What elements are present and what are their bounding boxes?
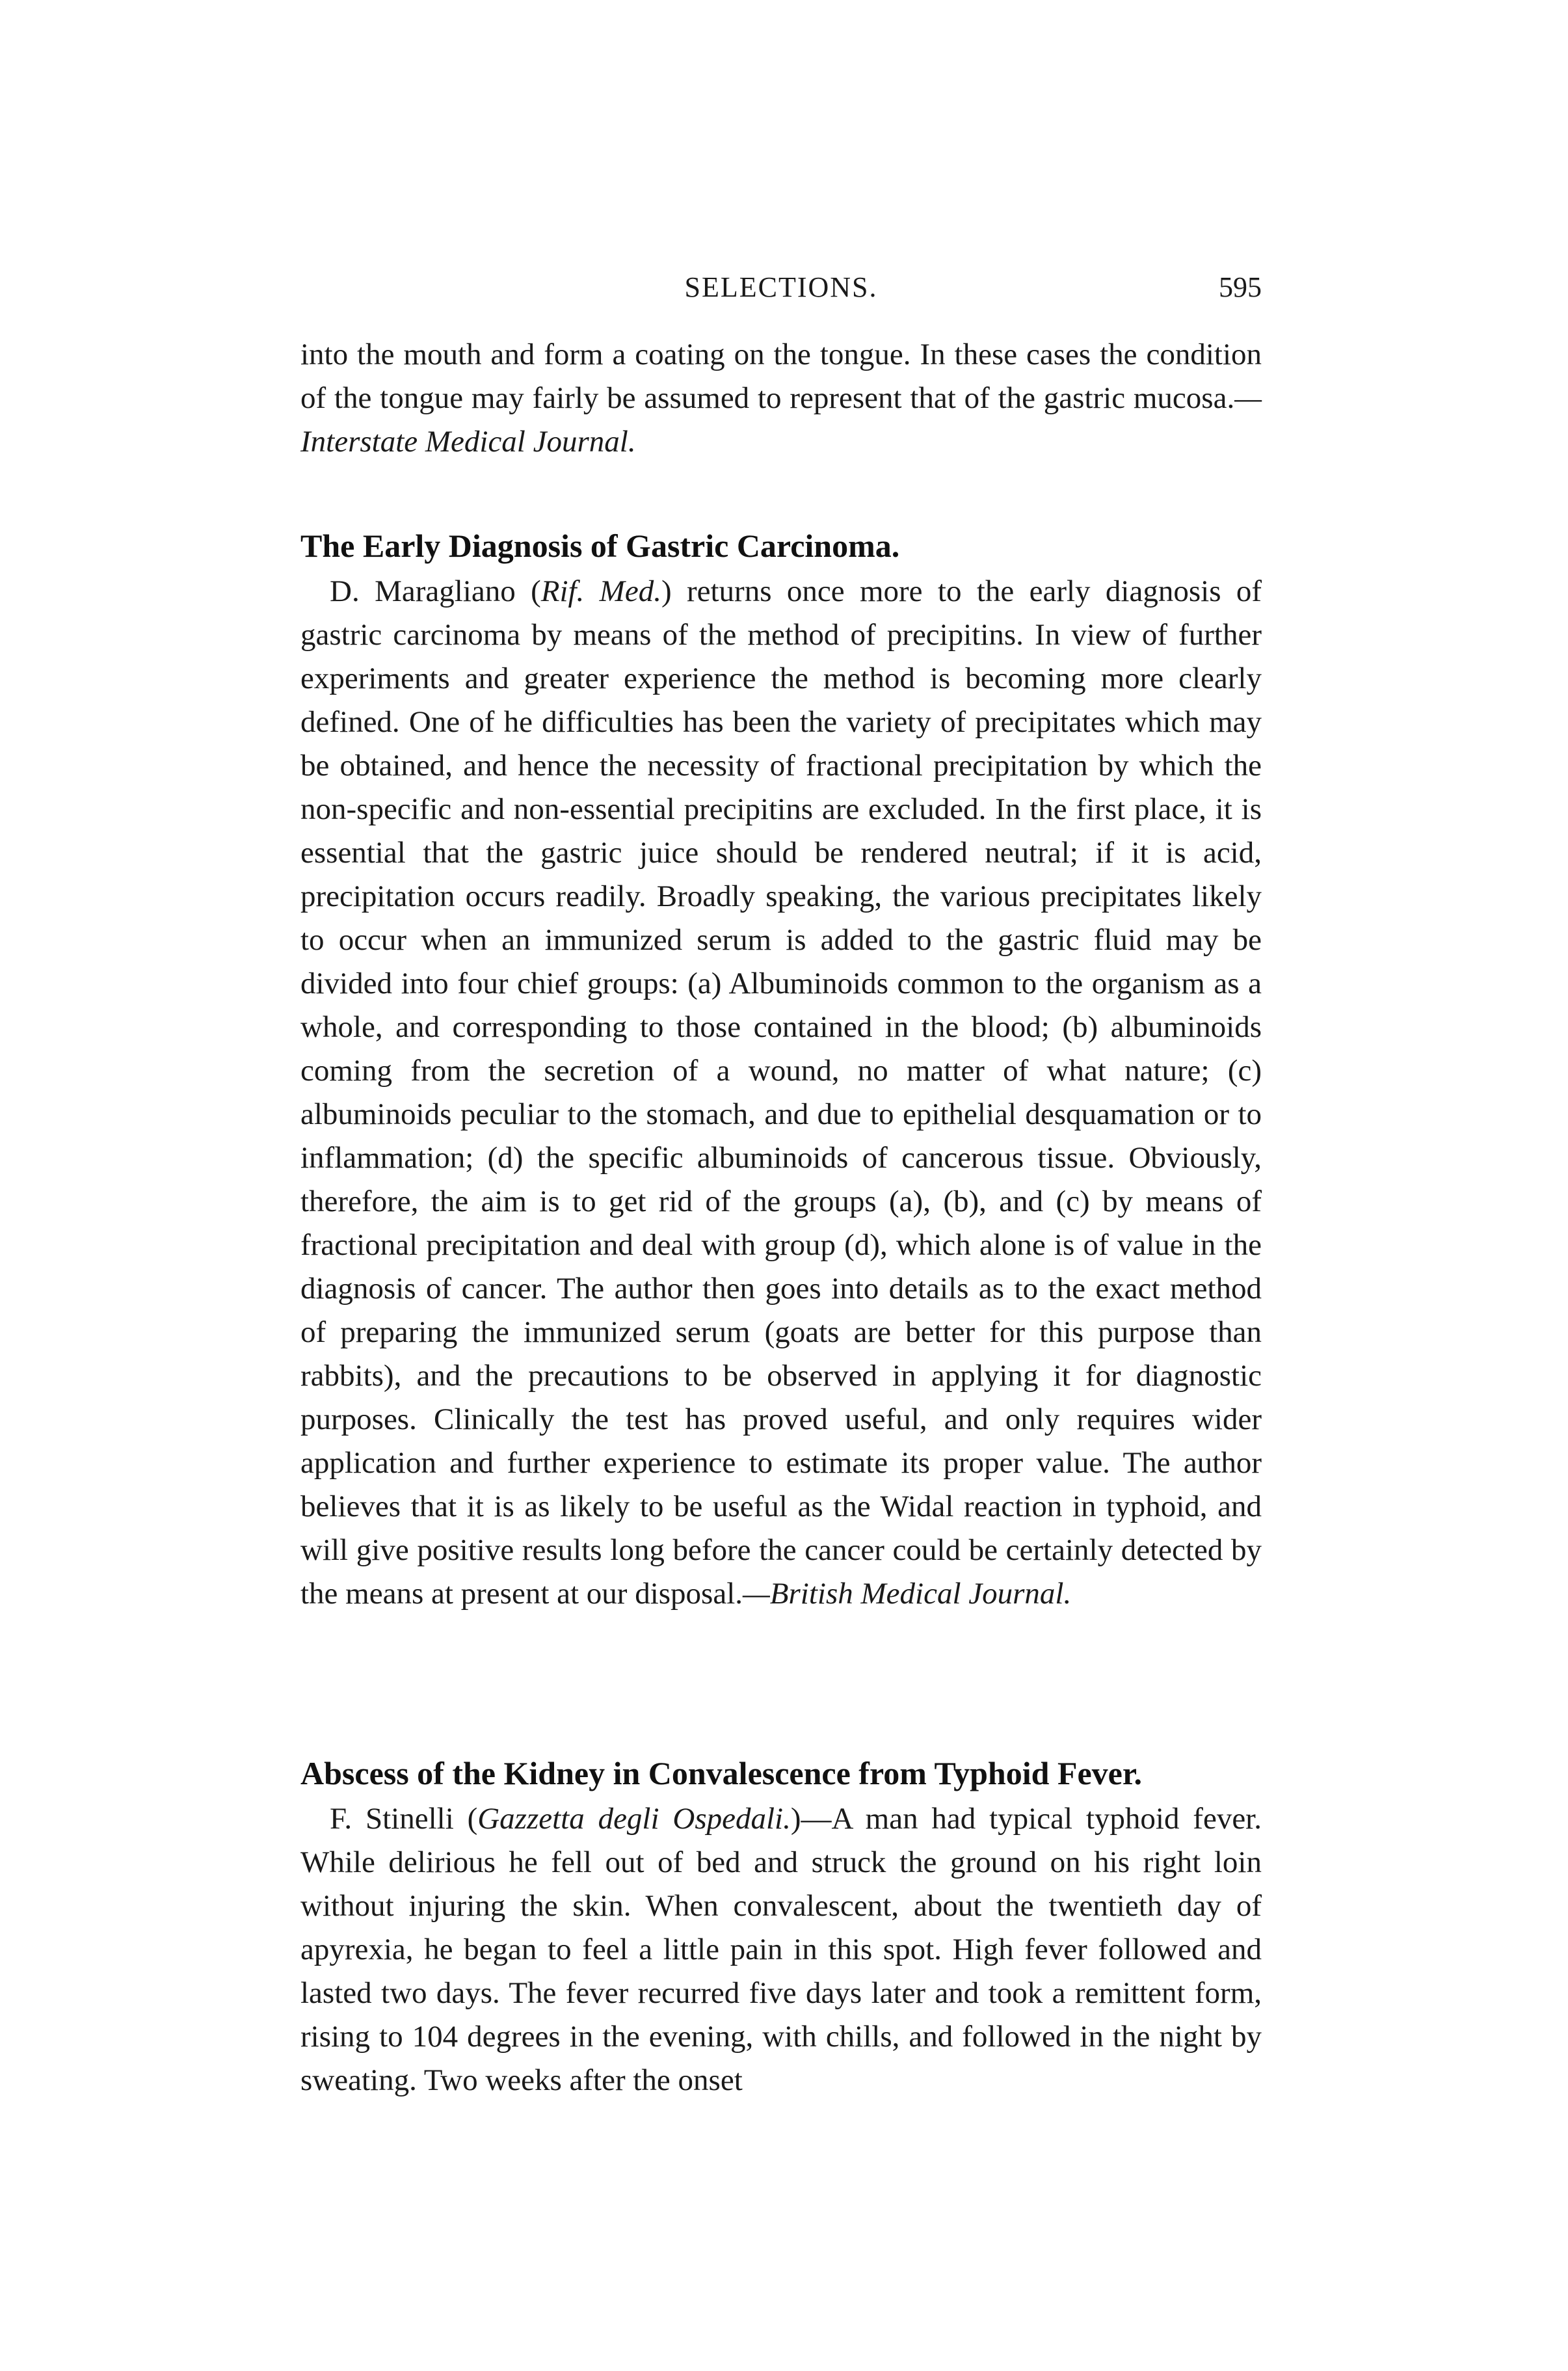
article-heading-kidney-abscess <box>300 1751 1262 1795</box>
article-paragraph <box>300 570 1262 1616</box>
section-heading: Abscess of the Kidney in Convalescence from Typhoid Fever. <box>300 1755 1142 1791</box>
section-heading: The Early Diagnosis of Gastric Carcinoma. <box>300 528 900 564</box>
continuation-source: —Interstate Medical Journal. <box>300 381 1262 459</box>
article-body: ) returns once more to the early diagnosis of gastric carcinoma by means of the method of precipitins. In view of further experiments and greater experience the method is becoming more clearly defined. One of he difficulties has been the variety of precipitates which may be obtained, and hence the necessity of fractional precipitation by which the non-specific and non-essential precipitins are excluded. In the first place, it is essential that the gastric juice should be rendered neutral; if it is acid, precipitation occurs readily. Broadly speaking, the various precipitates likely to occur when an immunized serum is added to the gastric fluid may be divided into four chief groups: (a) Albuminoids common to the organism as a whole, and corresponding to those contained in the blood; (b) albuminoids coming from the secretion of a wound, no matter of what nature; (c) albuminoids peculiar to the stomach, and due to epithelial desquamation or to inflammation; (d) the specific albuminoids of cancerous tissue. Obviously, therefore, the aim is to get rid of the groups (a), (b), and (c) by means of fractional precipitation and deal with group (d), which alone is of value in the diagnosis of cancer. The author then goes into details as to the exact method of preparing the immunized serum (goats are better for this purpose than rabbits), and the precautions to be observed in applying it for diagnostic purposes. Clinically the test has proved useful, and only requires wider application and further experience to estimate its proper value. The author believes that it is as likely to be useful as the Widal reaction in typhoid, and will give positive results long before the cancer could be certainly detected by the means at present at our disposal. <box>300 574 1262 1611</box>
page-number: 595 <box>1219 271 1262 303</box>
article-journal: Gazzetta degli Ospedali. <box>477 1802 791 1836</box>
running-header <box>300 268 1262 307</box>
article-journal: Rif. Med. <box>540 574 661 608</box>
article-gastric-carcinoma <box>300 570 1262 1616</box>
continuation-paragraph <box>300 333 1262 464</box>
article-author: D. Maragliano ( <box>330 574 541 608</box>
article-heading-gastric-carcinoma <box>300 524 1262 568</box>
article-continuation <box>300 333 1262 464</box>
article-source: —British Medical Journal. <box>743 1577 1072 1611</box>
article-author: F. Stinelli ( <box>330 1802 478 1836</box>
article-kidney-abscess <box>300 1797 1262 2102</box>
continuation-text: into the mouth and form a coating on the tongue. In these cases the condition of the tongue may fairly be assumed to represent that of the gastric mucosa. <box>300 338 1262 415</box>
running-title: SELECTIONS. <box>684 271 878 303</box>
article-body: )—A man had typical typhoid fever. While delirious he fell out of bed and struck the ground on his right loin without injuring the skin. When convalescent, about the twentieth day of apyrexia, he began to feel a little pain in this spot. High fever followed and lasted two days. The fever recurred five days later and took a remittent form, rising to 104 degrees in the evening, with chills, and followed in the night by sweating. Two weeks after the onset <box>300 1802 1262 2097</box>
article-paragraph <box>300 1797 1262 2102</box>
